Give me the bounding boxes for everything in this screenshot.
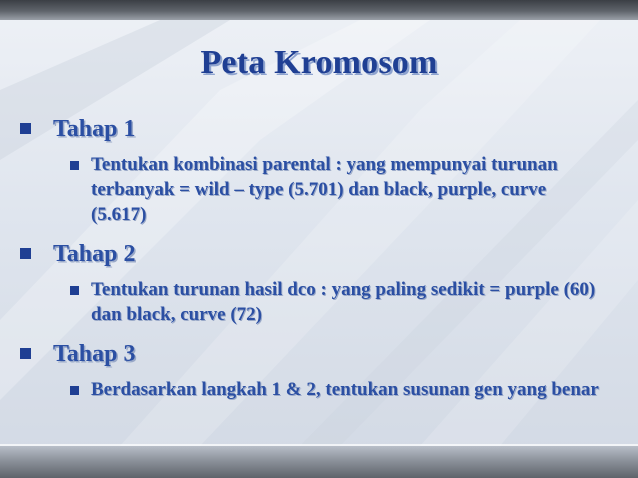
step-1-detail-text: Tentukan kombinasi parental : yang mempunyai turunan terbanyak = wild – type (5.701) dan black, purple, curve (5.617): [91, 154, 558, 225]
square-bullet-icon: [20, 248, 31, 259]
step-2-detail-text: Tentukan turunan hasil dco : yang paling sedikit = purple (60) dan black, curve (72): [91, 279, 596, 325]
step-1-label: Tahap 1: [53, 116, 136, 142]
step-2-label: Tahap 2: [53, 241, 136, 267]
square-bullet-icon: [70, 161, 79, 170]
step-2: [20, 239, 620, 277]
step-3-detail-text: Berdasarkan langkah 1 & 2, tentukan susunan gen yang benar: [91, 379, 599, 400]
square-bullet-icon: [70, 386, 79, 395]
bullet-list: [20, 114, 620, 402]
step-3-detail: [70, 377, 600, 402]
step-1-detail: [70, 152, 600, 227]
slide-title: Peta Kromosom: [200, 44, 438, 81]
step-3: [20, 339, 620, 377]
top-band: [0, 0, 638, 20]
step-1: [20, 114, 620, 152]
square-bullet-icon: [20, 348, 31, 359]
bottom-band: [0, 446, 638, 478]
square-bullet-icon: [70, 286, 79, 295]
step-2-detail: [70, 277, 600, 327]
square-bullet-icon: [20, 123, 31, 134]
step-3-label: Tahap 3: [53, 341, 136, 367]
